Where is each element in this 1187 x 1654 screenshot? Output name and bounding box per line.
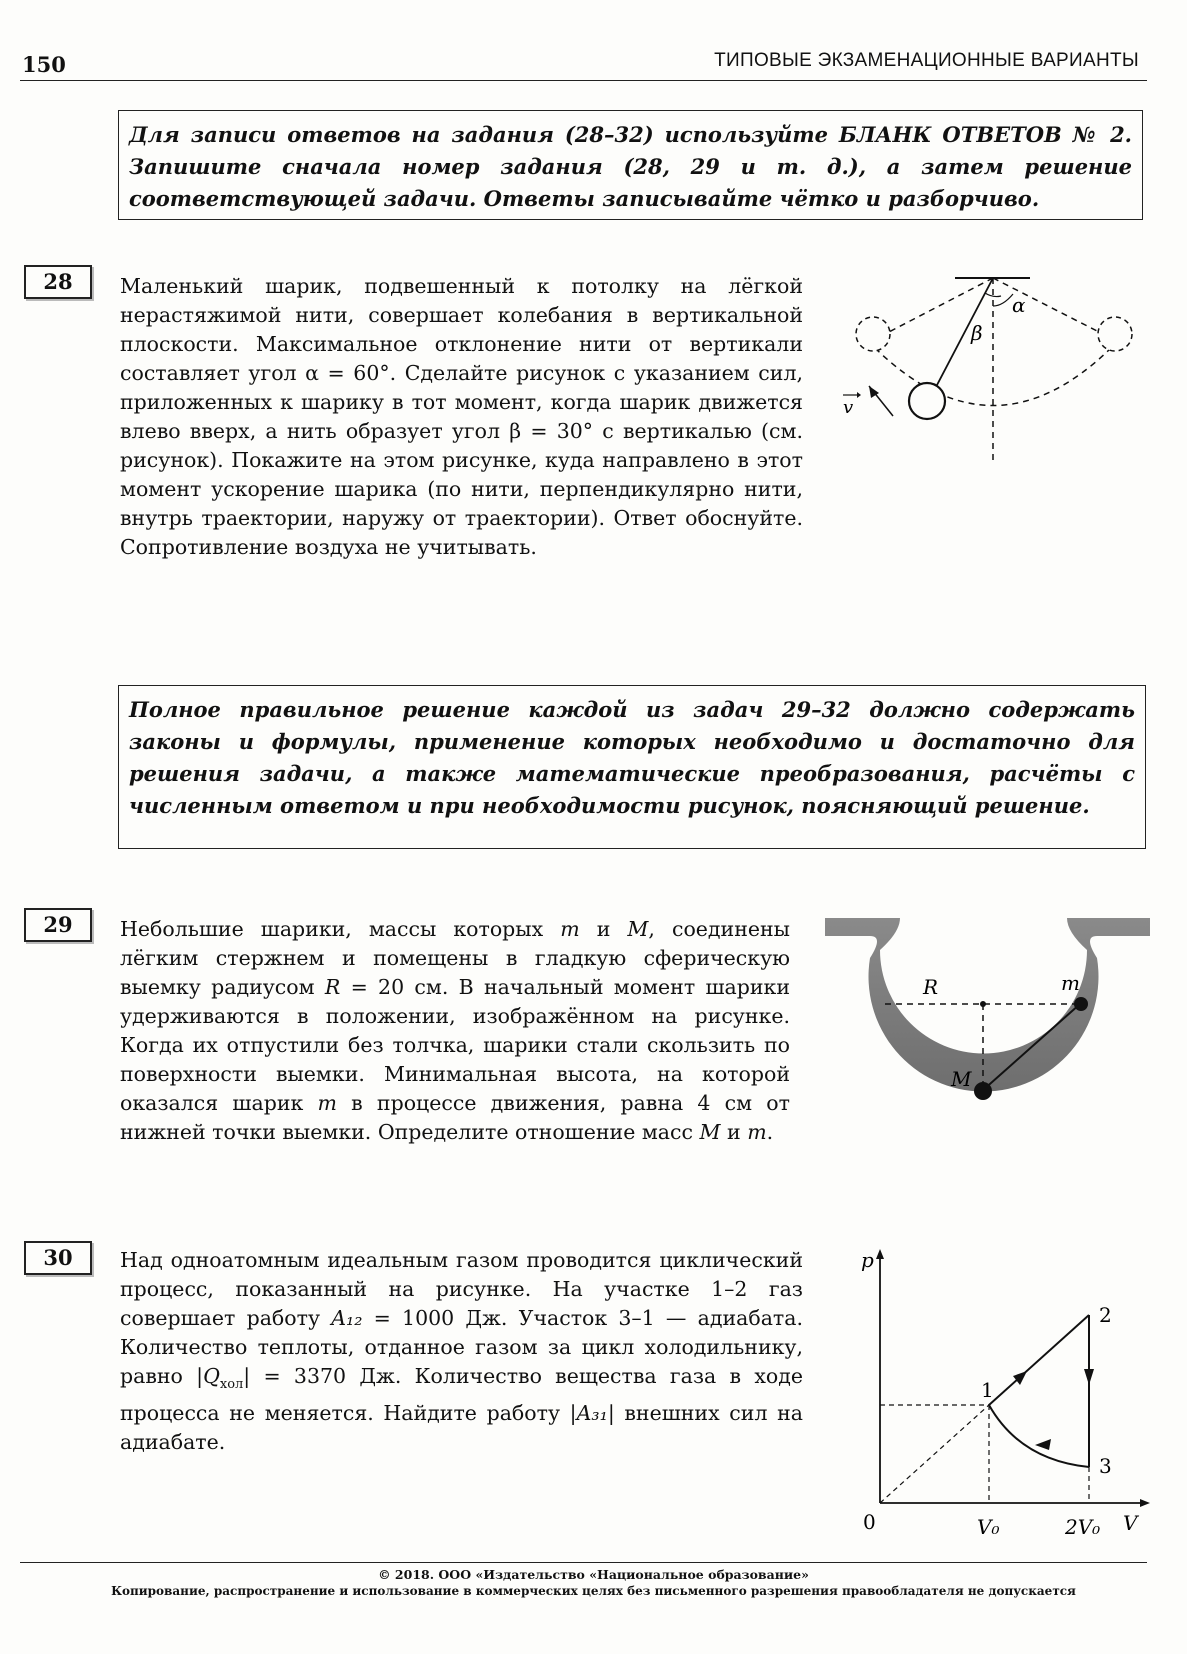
page-number: 150	[22, 52, 66, 77]
task-28-text: Маленький шарик, подвешенный к потолку на лёгкой нерастяжимой нити, совершает колебания в вертикальной плоскости. Максимальное отклонение нити от вертикали составляет угол α = 60°. Сделайте рисунок с указанием сил, приложенных к шарику в тот момент, когда шарик движется влево вверх, а нить образует угол β = 30° с вертикалью (см. рисунок). Покажите на этом рисунке, куда направлено в этот момент ускорение шарика (по нити, перпендикулярно нити, внутрь траектории, наружу от траектории). Ответ обоснуйте. Сопротивление воздуха не учитывать.	[120, 274, 803, 559]
task-number-30: 30	[24, 1241, 92, 1275]
pendulum-figure	[835, 268, 1145, 468]
task-number-29: 29	[24, 908, 92, 942]
ball-m	[1074, 997, 1088, 1011]
center-point	[980, 1001, 986, 1007]
header-rule	[20, 80, 1147, 81]
copyright: © 2018. ООО «Издательство «Национальное образование»	[378, 1567, 809, 1582]
p-label: p	[861, 1248, 874, 1272]
ball	[909, 383, 945, 419]
pv-diagram	[855, 1245, 1155, 1545]
process-1-2	[989, 1315, 1089, 1405]
arrow-2-3	[1084, 1369, 1094, 1385]
m-label: m	[1061, 971, 1080, 995]
instruction-box-answers: Для записи ответов на задания (28–32) используйте БЛАНК ОТВЕТОВ № 2. Запишите сначала номер задания (28, 29 и т. д.), а затем решение соответствующей задачи. Ответы записывайте чётко и разборчиво.	[118, 110, 1143, 220]
ball-left-max	[856, 317, 890, 351]
point-2-label: 2	[1099, 1303, 1112, 1327]
process-3-1	[989, 1405, 1089, 1467]
R-label: R	[923, 975, 939, 999]
instruction-box-solution: Полное правильное решение каждой из задач 29–32 должно содержать законы и формулы, применение которых необходимо и достаточно для решения задачи, а также математические преобразования, расчёты с численным ответом и при необходимости рисунок, поясняющий решение.	[118, 685, 1146, 849]
recess-body	[825, 918, 1150, 1092]
2v0-label: 2V₀	[1065, 1515, 1101, 1539]
alpha-label: α	[1012, 293, 1026, 317]
footer-rule	[20, 1562, 1147, 1563]
running-title: ТИПОВЫЕ ЭКЗАМЕНАЦИОННЫЕ ВАРИАНТЫ	[714, 50, 1139, 71]
angle-arc-alpha	[993, 294, 1013, 306]
point-3-label: 3	[1099, 1454, 1112, 1478]
task-29-text: Небольшие шарики, массы которых m и M, соединены лёгким стержнем и помещены в гладкую сферическую выемку радиусом R = 20 см. В начальный момент шарики удерживаются в положении, изображённом на рисунке. Когда их отпустили без толчка, шарики стали скользить по поверхности выемки. Минимальная высота, на которой оказался шарик m в процессе движения, равна 4 см от нижней точки выемки. Определите отношение масс M и m.	[120, 917, 790, 1144]
thread	[937, 278, 993, 385]
velocity-label: v	[843, 397, 854, 418]
ball-M	[974, 1082, 992, 1100]
velocity-vector-bar-head	[857, 392, 861, 398]
beta-label: β	[971, 321, 983, 345]
arrow-3-1	[1035, 1439, 1051, 1450]
thread-right-max	[993, 278, 1103, 334]
v-axis-arrow	[1140, 1499, 1150, 1507]
p-axis-arrow	[876, 1249, 884, 1259]
spherical-recess-figure	[825, 918, 1150, 1118]
point-1-label: 1	[981, 1378, 994, 1402]
ball-right-max	[1098, 317, 1132, 351]
task-number-28: 28	[24, 265, 92, 299]
arrow-1-2	[1013, 1371, 1027, 1385]
origin-label: 0	[863, 1510, 876, 1534]
copyright-notice: Копирование, распространение и использование в коммерческих целях без письменного разрешения правообладателя не допускается	[111, 1584, 1076, 1598]
task-30-text: Над одноатомным идеальным газом проводится циклический процесс, показанный на рисунке. На участке 1–2 газ совершает работу A₁₂ = 1000 Дж. Участок 3–1 — адиабата. Количество теплоты, отданное газом за цикл холодильнику, равно $|Q_{хол}| = 3370$ Дж. Количество вещества газа в ходе процесса не меняется. Найдите работу |A₃₁| внешних сил на адиабате.	[120, 1248, 803, 1455]
M-label: M	[951, 1067, 972, 1091]
origin-line-dashed	[880, 1405, 989, 1503]
v0-label: V₀	[977, 1515, 1000, 1539]
v-label: V	[1123, 1511, 1138, 1535]
